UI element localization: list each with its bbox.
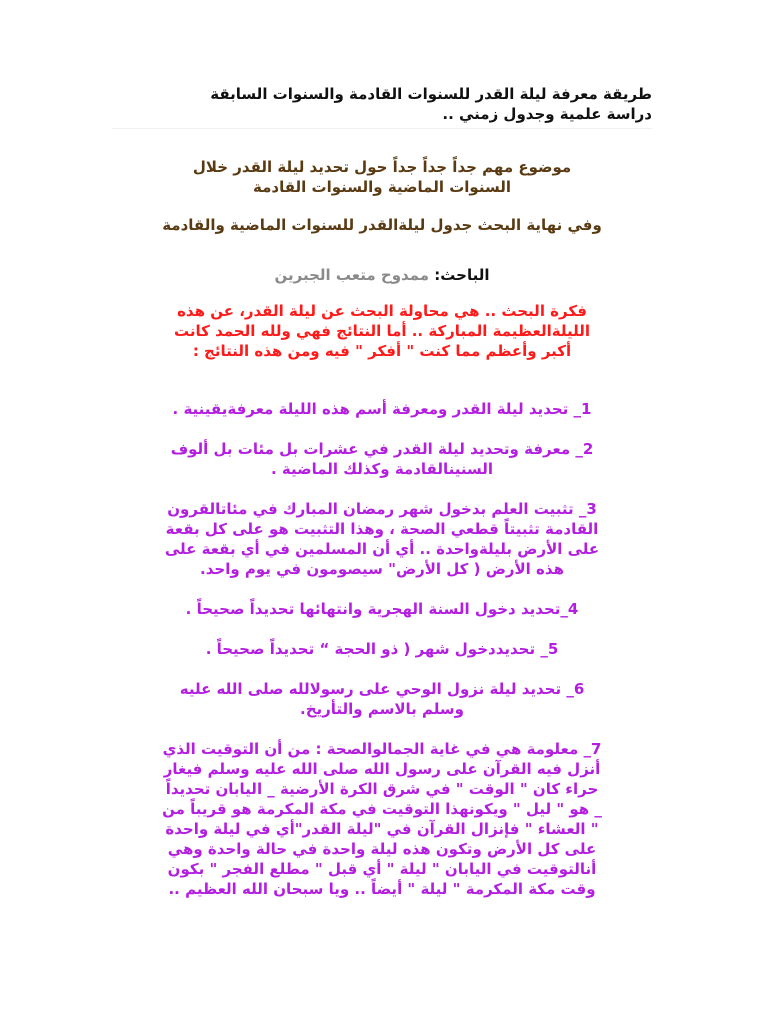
intro-line: وفي نهاية البحث جدول ليلةالقدر للسنوات الماضية والقادمة bbox=[162, 216, 602, 234]
results-list bbox=[112, 399, 652, 899]
intro-line: السنوات الماضية والسنوات القادمة bbox=[252, 178, 511, 196]
result-item bbox=[112, 639, 652, 659]
result-line: على الأرض بليلةواحدة .. أي أن المسلمين في أي بقعة على bbox=[164, 540, 600, 558]
result-line: 1_ تحديد ليلة القدر ومعرفة أسم هذه الليلة معرفةيقينية . bbox=[172, 400, 592, 418]
result-line: على كل الأرض وتكون هذه ليلة واحدة في حالة واحدة وهي bbox=[167, 840, 597, 858]
result-line: وسلم بالاسم والتأريخ. bbox=[300, 700, 464, 718]
result-line: 4_تحديد دخول السنة الهجرية وانتهائها تحديداً صحيحاً . bbox=[185, 600, 579, 618]
result-line: 2_ معرفة وتحديد ليلة القدر في عشرات بل مئات بل ألوف bbox=[170, 440, 594, 458]
intro-section bbox=[112, 157, 652, 235]
title-divider bbox=[112, 128, 652, 129]
result-line: أنالتوقيت في اليابان " ليلة " أي قبل " مطلع الفجر " بكون bbox=[167, 860, 597, 878]
result-item bbox=[112, 399, 652, 419]
result-line: 7_ معلومة هي في غاية الجمالوالصحة : من أن التوقيت الذي bbox=[162, 740, 602, 758]
title-line: طريقة معرفة ليلة القدر للسنوات القادمة والسنوات السابقة bbox=[210, 85, 652, 103]
result-line: 3_ تثبيت العلم بدخول شهر رمضان المبارك في مئاتالقرون bbox=[167, 500, 597, 518]
researcher-line bbox=[112, 265, 652, 285]
intro-line: موضوع مهم جداً جداً جداً حول تحديد ليلة القدر خلال bbox=[192, 158, 572, 176]
result-item bbox=[112, 499, 652, 579]
result-line: 5_ تحديددخول شهر ( ذو الحجة “ تحديداً صحيحاً . bbox=[205, 640, 559, 658]
result-line: " العشاء " فإنزال القرآن في "ليلة القدر"أي في ليلة واحدة bbox=[165, 820, 599, 838]
result-item bbox=[112, 439, 652, 479]
idea-line: الليلةالعظيمة المباركة .. أما النتائج فهي ولله الحمد كانت bbox=[174, 322, 590, 340]
result-item bbox=[112, 739, 652, 899]
idea-line: فكرة البحث .. هي محاولة البحث عن ليلة القدر، عن هذه bbox=[177, 302, 587, 320]
document-page bbox=[112, 84, 652, 919]
result-line: أنزل فيه القرآن على رسول الله صلى الله عليه وسلم فيغار bbox=[163, 760, 601, 778]
researcher-name: ممدوح متعب الجبرين bbox=[274, 266, 430, 284]
research-idea bbox=[112, 301, 652, 361]
result-line: القادمة تثبيتاً قطعي الصحة ، وهذا التثبيت هو على كل بقعة bbox=[165, 520, 599, 538]
result-item bbox=[112, 599, 652, 619]
result-line: وقت مكة المكرمة " ليلة " أيضاً .. ويا سبحان الله العظيم .. bbox=[168, 880, 596, 898]
result-line: حراء كان " الوقت " في شرق الكرة الأرضية _ اليابان تحديداً bbox=[165, 780, 599, 798]
title-line: دراسة علمية وجدول زمني .. bbox=[442, 105, 652, 123]
result-line: هذه الأرض ( كل الأرض" سيصومون في يوم واحد. bbox=[200, 560, 564, 578]
researcher-label: الباحث: bbox=[434, 266, 490, 284]
document-title bbox=[112, 84, 652, 124]
result-line: 6_ تحديد ليلة نزول الوحي على رسولالله صلى الله عليه bbox=[179, 680, 585, 698]
idea-line: أكبر وأعظم مما كنت " أفكر " فيه ومن هذه النتائج : bbox=[192, 342, 572, 360]
result-line: _ هو " ليل " ويكونهذا التوقيت في مكة المكرمة هو قريباً من bbox=[162, 800, 602, 818]
result-item bbox=[112, 679, 652, 719]
result-line: السنينالقادمة وكذلك الماضية . bbox=[270, 460, 494, 478]
